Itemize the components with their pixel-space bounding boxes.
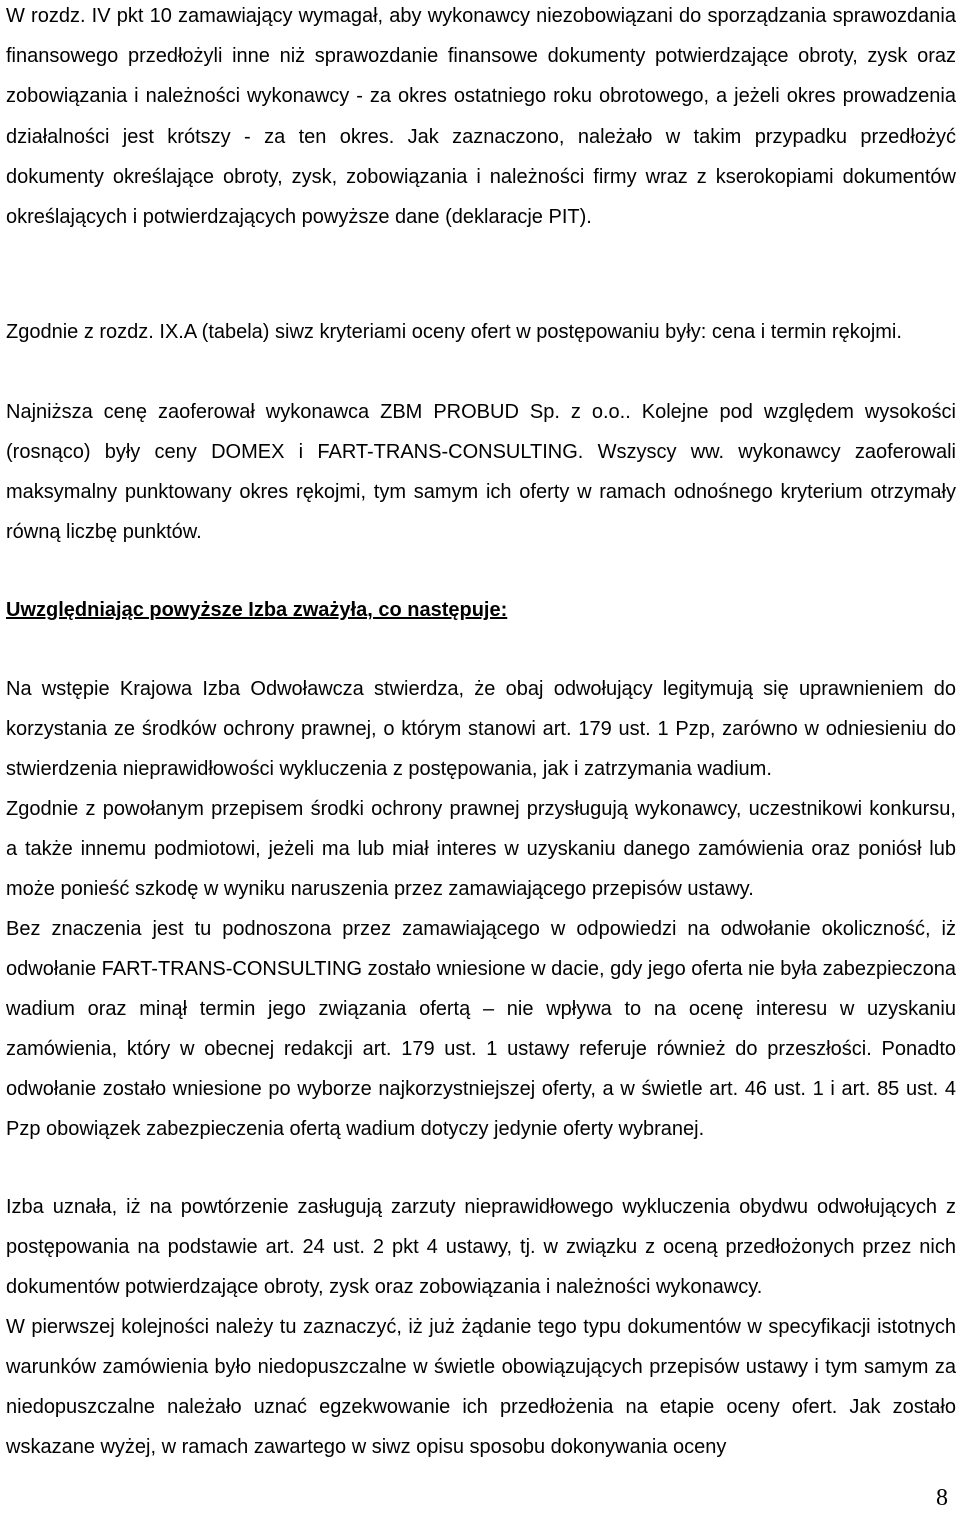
- paragraph-lowest-price: Najniższa cenę zaoferował wykonawca ZBM PROBUD Sp. z o.o.. Kolejne pod względem wysokości (rosnąco) były ceny DOMEX i FART-TRANS-CONSULTING. Wszyscy ww. wykonawcy zaoferowali maksymalny punktowany okres rękojmi, tym samym ich oferty w ramach odnośnego kryterium otrzymały równą liczbę punktów.: [6, 401, 956, 543]
- paragraph-inadmissible-request: W pierwszej kolejności należy tu zaznaczyć, iż już żądanie tego typu dokumentów w specyfikacji istotnych warunków zamówienia było niedopuszczalne w świetle obowiązujących przepisów ustawy i tym samym za niedopuszczalne należało uznać egzekwowanie ich przedłożenia na etapie oceny ofert. Jak zostało wskazane wyżej, w ramach zawartego w siwz opisu sposobu dokonywania oceny: [6, 1316, 956, 1458]
- paragraph-legal-remedies: Zgodnie z powołanym przepisem środki ochrony prawnej przysługują wykonawcy, uczestnikowi konkursu, a także innemu podmiotowi, jeżeli ma lub miał interes w uzyskaniu danego zamówienia oraz poniósł lub może ponieść szkodę w wyniku naruszenia przez zamawiającego przepisów ustawy.: [6, 798, 956, 900]
- paragraph-financial-documents-requirement: W rozdz. IV pkt 10 zamawiający wymagał, aby wykonawcy niezobowiązani do sporządzania sprawozdania finansowego przedłożyli inne niż sprawozdanie finansowe dokumenty potwierdzające obroty, zysk oraz zobowiązania i należności wykonawcy - za okres ostatniego roku obrotowego, a jeżeli okres prowadzenia działalności jest krótszy - za ten okres. Jak zaznaczono, należało w takim przypadku przedłożyć dokumenty określające obroty, zysk, zobowiązania i należności firmy wraz z kserokopiami dokumentów określających i potwierdzających powyższe dane (deklaracje PIT).: [6, 5, 956, 229]
- section-heading: Uwzględniając powyższe Izba zważyła, co następuje:: [6, 599, 508, 621]
- paragraph-irrelevance-of-objection: Bez znaczenia jest tu podnoszona przez zamawiającego w odpowiedzi na odwołanie okoliczność, iż odwołanie FART-TRANS-CONSULTING zostało wniesione w dacie, gdy jego oferta nie była zabezpieczona wadium oraz minął termin jego związania ofertą – nie wpływa to na ocenę interesu w uzyskaniu zamówienia, który w obecnej redakcji art. 179 ust. 1 ustawy referuje również do przeszłości. Ponadto odwołanie zostało wniesione po wyborze najkorzystniejszej oferty, a w świetle art. 46 ust. 1 i art. 85 ust. 4 Pzp obowiązek zabezpieczenia ofertą wadium dotyczy jedynie oferty wybranej.: [6, 918, 956, 1140]
- paragraph-standing-to-appeal: Na wstępie Krajowa Izba Odwoławcza stwierdza, że obaj odwołujący legitymują się uprawnieniem do korzystania ze środków ochrony prawnej, o którym stanowi art. 179 ust. 1 Pzp, zarówno w odniesieniu do stwierdzenia nieprawidłowości wykluczenia z postępowania, jak i zatrzymania wadium.: [6, 678, 956, 780]
- paragraph-evaluation-criteria: Zgodnie z rozdz. IX.A (tabela) siwz kryteriami oceny ofert w postępowaniu były: cena i termin rękojmi.: [6, 321, 902, 343]
- page-number: 8: [936, 1485, 948, 1511]
- paragraph-chamber-finding: Izba uznała, iż na powtórzenie zasługują zarzuty nieprawidłowego wykluczenia obydwu odwołujących z postępowania na podstawie art. 24 ust. 2 pkt 4 ustawy, tj. w związku z oceną przedłożonych przez nich dokumentów potwierdzające obroty, zysk oraz zobowiązania i należności wykonawcy.: [6, 1196, 956, 1298]
